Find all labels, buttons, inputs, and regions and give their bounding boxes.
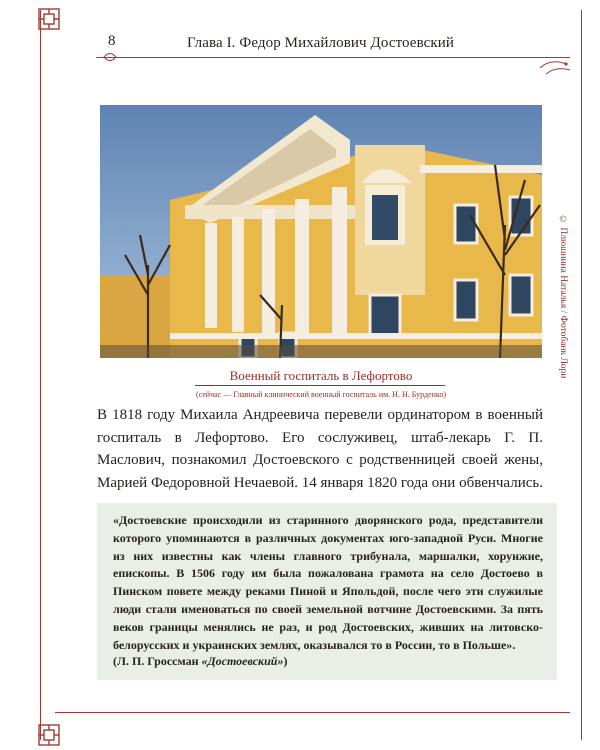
running-title: Глава I. Федор Михайлович Достоевский [187,35,455,51]
figure-caption: Военный госпиталь в Лефортово [229,368,413,383]
quote-source-suffix: ) [283,654,288,668]
quote-text: «Достоевские происходили из старинного дворянского рода, представители которого упоминаются в различных документах юго-западной Руси. Многие из них известны как члены главного трибунала, маршалки, хорунжие, епископы. В 1506 году им была пожалована грамота на село Достоево в Пинском повете между реками Пиной и Япольдой, после чего эти служилые люди стали именоваться по своей земельной вотчине Достоевскими. За пять веков границы менялись не раз, и род Достоевских, живших на литовско-белорусских и украинских землях, оказывался то в России, то в Польше». [113,513,543,652]
corner-ornament-top-left-icon [36,6,62,32]
header-rule [96,57,570,58]
page-number: 8 [108,33,116,49]
body-paragraph: В 1818 году Михаила Андреевича перевели ординатором в военный госпиталь в Лефортово. Его сослуживец, штаб-лекарь Г. П. Маслович, познакомил Достоевского с родственницей своей жены, Марией Федоровной Нечаевой. 14 января 1820 года они обвенчались. [97,407,543,491]
quote-source-title: «Достоевский» [201,654,284,668]
caption-rule [195,385,445,386]
corner-ornament-bottom-left-icon [36,722,62,748]
hospital-building-image [100,105,542,358]
quote-source-prefix: (Л. П. Гроссман [113,654,202,668]
header-flourish-icon [96,48,576,78]
footer-rule [55,712,570,713]
quote-source [113,654,287,669]
hospital-photo [100,105,542,358]
figure-subcaption: (сейчас — Главный клинический военный госпиталь им. Н. Н. Бурденко) [195,390,447,399]
photo-credit: © Плюшнина Наталья / Фотобанк Лори [558,215,568,379]
